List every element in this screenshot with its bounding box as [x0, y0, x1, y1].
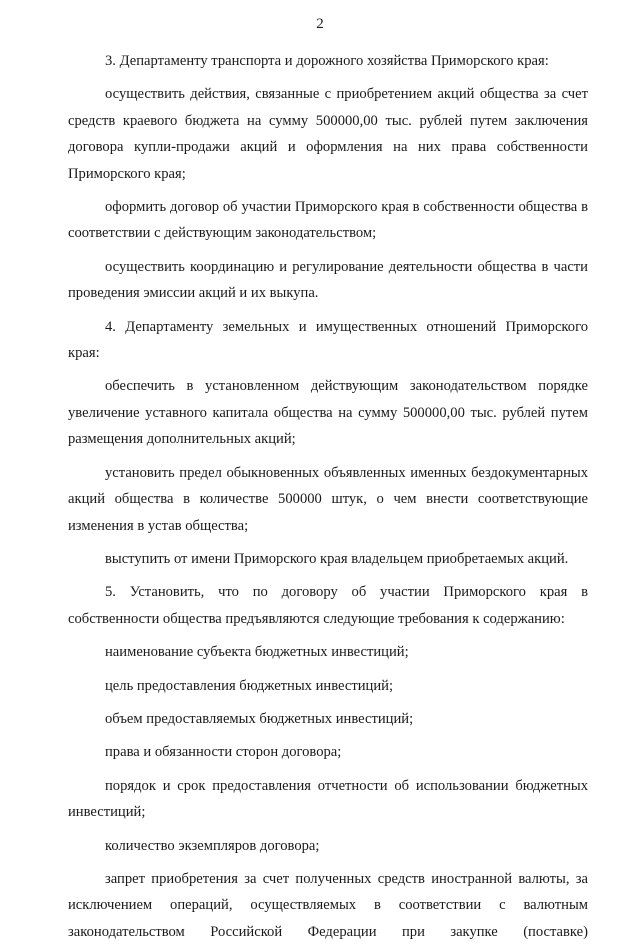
requirement-4: права и обязанности сторон договора;: [105, 744, 342, 761]
paragraph-item-4-action-3: выступить от имени Приморского края владельцем приобретаемых акций.: [105, 550, 569, 567]
paragraph-item-5: 5. Установить, что по договору об участии Приморского края в собственности общества предъявляются следующие требования к содержанию:: [68, 584, 588, 627]
paragraph-item-4-action-2: установить предел обыкновенных объявленных именных бездокументарных акций общества в количестве 500000 штук, о чем внести соответствующие изменения в устав общества;: [68, 464, 588, 534]
requirement-2: цель предоставления бюджетных инвестиций;: [105, 677, 394, 694]
page-number: 2: [316, 16, 324, 32]
requirement-1: наименование субъекта бюджетных инвестиций;: [105, 644, 409, 661]
paragraph-item-4-action-1: обеспечить в установленном действующим законодательством порядке увеличение уставного капитала общества на сумму 500000,00 тыс. рублей путем размещения дополнительных акций;: [68, 378, 588, 448]
paragraph-item-3-action-1: осуществить действия, связанные с приобретением акций общества за счет средств краевого бюджета на сумму 500000,00 тыс. рублей путем заключения договора купли-продажи акций и оформления на них права собственности Приморского края;: [68, 86, 588, 182]
requirement-6: количество экземпляров договора;: [105, 837, 320, 854]
requirement-5: порядок и срок предоставления отчетности об использовании бюджетных инвестиций;: [68, 777, 588, 821]
paragraph-item-3: 3. Департаменту транспорта и дорожного хозяйства Приморского края:: [105, 53, 549, 69]
paragraph-item-3-action-2: оформить договор об участии Приморского края в собственности общества в соответствии с действующим законодательством;: [68, 199, 588, 242]
requirement-3: объем предоставляемых бюджетных инвестиций;: [105, 710, 414, 727]
paragraph-item-3-action-3: осуществить координацию и регулирование деятельности общества в части проведения эмиссии акций и их выкупа.: [68, 258, 588, 302]
paragraph-item-4: 4. Департаменту земельных и имущественных отношений Приморского края:: [68, 318, 588, 362]
document-body: [68, 48, 588, 945]
requirement-7: запрет приобретения за счет полученных средств иностранной валюты, за исключением операций, осуществляемых в соответствии с валютным законодательством Российской Федерации при закупке (поставке): [68, 870, 588, 940]
